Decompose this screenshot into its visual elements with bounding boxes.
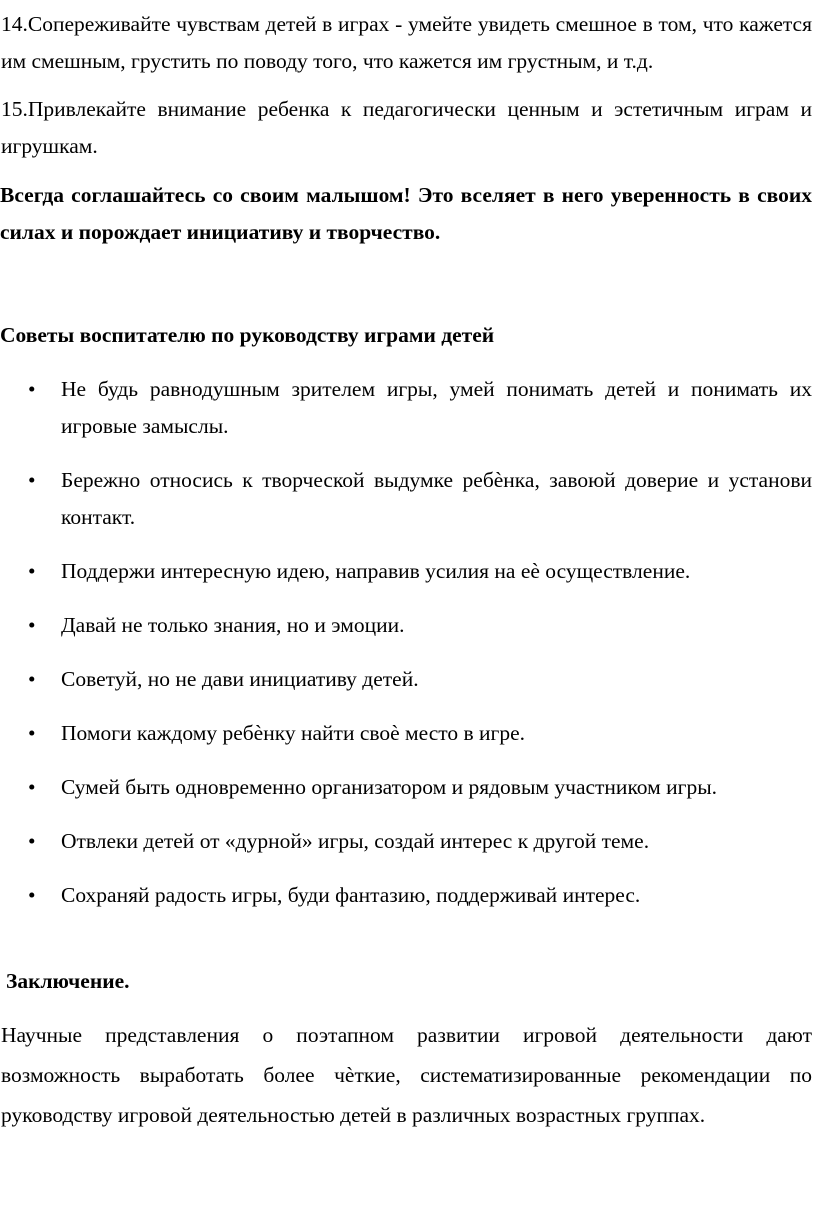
- bold-note: Всегда соглашайтесь со своим малышом! Это вселяет в него уверенность в своих силах и порождает инициативу и творчество.: [0, 183, 812, 244]
- list-item-text: Давай не только знания, но и эмоции.: [61, 613, 405, 637]
- list-item-text: Не будь равнодушным зрителем игры, умей понимать детей и понимать их игровые замыслы.: [61, 377, 812, 438]
- list-item: [0, 715, 812, 752]
- bullet-icon: •: [28, 667, 36, 691]
- conclusion-heading: Заключение.: [6, 969, 130, 993]
- bullet-icon: •: [28, 721, 36, 745]
- list-item-text: Поддержи интересную идею, направив усилия на еѐ осуществление.: [61, 559, 691, 583]
- list-item: [0, 607, 812, 644]
- tips-heading: Советы воспитателю по руководству играми детей: [0, 323, 495, 347]
- list-item: [0, 462, 812, 536]
- paragraph-item-14: 14.Сопереживайте чувствам детей в играх - умейте увидеть смешное в том, что кажется им смешным, грустить по поводу того, что кажется им грустным, и т.д.: [1, 12, 812, 73]
- list-item-text: Сохраняй радость игры, буди фантазию, поддерживай интерес.: [61, 883, 641, 907]
- list-item-text: Помоги каждому ребѐнку найти своѐ место в игре.: [61, 721, 526, 745]
- list-item: [0, 371, 812, 445]
- list-item-text: Отвлеки детей от «дурной» игры, создай интерес к другой теме.: [61, 829, 650, 853]
- bullet-icon: •: [28, 559, 36, 583]
- bullet-icon: •: [28, 613, 36, 637]
- list-item: [0, 553, 812, 590]
- list-item: [0, 769, 812, 806]
- list-item: [0, 661, 812, 698]
- paragraph-item-15: 15.Привлекайте внимание ребенка к педагогически ценным и эстетичным играм и игрушкам.: [1, 97, 812, 158]
- bullet-icon: •: [28, 775, 36, 799]
- list-item-text: Советуй, но не дави инициативу детей.: [61, 667, 419, 691]
- list-item-text: Бережно относись к творческой выдумке ребѐнка, завоюй доверие и установи контакт.: [61, 468, 812, 529]
- bullet-icon: •: [28, 883, 36, 907]
- tips-list: [0, 371, 812, 914]
- list-item: [0, 877, 812, 914]
- bullet-icon: •: [28, 468, 36, 492]
- list-item-text: Сумей быть одновременно организатором и рядовым участником игры.: [61, 775, 718, 799]
- bullet-icon: •: [28, 829, 36, 853]
- bullet-icon: •: [28, 377, 36, 401]
- list-item: [0, 823, 812, 860]
- conclusion-paragraph: Научные представления о поэтапном развитии игровой деятельности дают возможность выработать более чѐткие, систематизированные рекомендации по руководству игровой деятельностью детей в различных возрастных группах.: [1, 1023, 812, 1127]
